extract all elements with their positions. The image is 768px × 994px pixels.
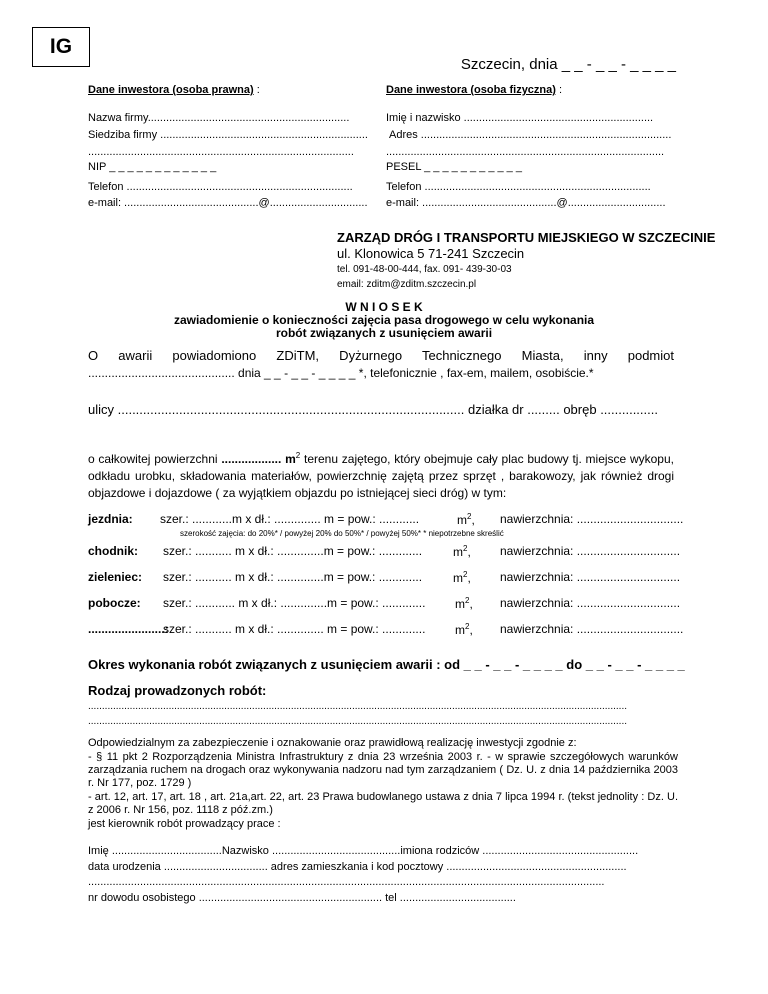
nip-field[interactable]: NIP _ _ _ _ _ _ _ _ _ _ _ _ [88,161,217,173]
row-surface-chodnik[interactable]: nawierzchnia: ............................... [500,544,681,558]
row-surface-pobocze[interactable]: nawierzchnia: ............................... [500,596,681,610]
area-rest: terenu zajętego, który obejmuje cały plac budowy tj. miejsce wykopu, odkładu urobku, składowania materiałów, powierzchnię zajętą przez sprzęt , barakowozy, jak również drogi objazdowe i dojazdowe ( za wyjątkiem objazdu po istniejącej sieci dróg) w tym: [88,452,674,500]
area-dots[interactable]: .................. m [217,452,296,466]
legal-entity-heading [88,84,260,96]
responsibility-item-2: - art. 12, art. 17, art. 18 , art. 21a,art. 22, art. 23 Prawa budowlanego ustawa z dnia 7 lipca 1994 r. (tekst jednolity : Dz. U. z 2006 r. Nr 156, poz. 1118 z póź.zm.) [88,791,678,816]
legal-entity-heading-text: Dane inwestora (osoba prawna) [88,84,254,96]
responsibility-item-1: - § 11 pkt 2 Rozporządzenia Ministra Infrastruktury z dnia 23 września 2003 r. - w sprawie szczegółowych warunków zarządzania ruchem na drogach oraz wykonywania nadzoru nad tym zarządzaniem ( Dz. U. z dnia 14 października 2003 r. Nr 177, poz. 1729 ) [88,751,678,789]
notice-line-1: O awarii powiadomiono ZDiTM, Dyżurnego Technicznego Miasta, inny podmiot [88,348,674,363]
person-address-field-cont[interactable]: ........................................................................................... [386,146,665,158]
row-surface-jezdnia[interactable]: nawierzchnia: ................................ [500,512,684,526]
row-unit-pobocze: $m^2$, [455,596,473,611]
addressee-email: email: zditm@zditm.szczecin.pl [337,279,477,290]
form-title: W N I O S E K [345,300,423,314]
form-subtitle-1: zawiadomienie o konieczności zajęcia pasa drogowego w celu wykonania [173,313,595,327]
person-name-field[interactable]: Imię i nazwisko .............................................................. [386,112,654,124]
row-unit-chodnik: $m^2$, [453,544,471,559]
notice-line-2[interactable]: ............................................ dnia _ _ - _ _ - _ _ _ _ *, telefonicznie , fax-em, mailem, osobiście.* [88,366,594,380]
manager-name-field[interactable]: Imię ....................................Nazwisko ..........................................imiona rodziców ................................................... [88,845,639,857]
manager-birth-address-field[interactable]: data urodzenia .................................. adres zamieszkania i kod pocztowy ........................................................... [88,861,627,873]
row-dims-chodnik[interactable]: szer.: ........... m x dł.: ..............m = pow.: ............. [163,544,423,558]
works-type-line-1[interactable]: .................................................................................................................................................................................................. [88,701,627,712]
row-surface-zieleniec[interactable]: nawierzchnia: ............................... [500,570,681,584]
location-field[interactable]: ulicy ................................................................................................ działka dr ......... obręb ................ [88,402,658,417]
works-type-heading: Rodzaj prowadzonych robót: [88,683,267,698]
row-dims-jezdnia[interactable]: szer.: ............m x dł.: .............. m = pow.: ............ [160,512,420,526]
company-seat-field[interactable]: Siedziba firmy .................................................................... [88,129,368,141]
natural-person-heading-suffix: : [555,84,563,96]
person-phone-field[interactable]: Telefon .......................................................................... [386,181,651,193]
form-code-badge: IG [32,27,90,67]
area-unit-sup: 2 [295,451,301,460]
person-address-field[interactable]: Adres .................................................................................. [389,129,672,141]
row-unit-jezdnia: $m^2$, [457,512,475,527]
area-paragraph [88,447,674,502]
company-phone-field[interactable]: Telefon .......................................................................... [88,181,353,193]
row-surface-other[interactable]: nawierzchnia: ................................ [500,622,684,636]
person-email-field[interactable]: e-mail: ............................................@................................ [386,197,666,209]
row-dims-zieleniec[interactable]: szer.: ........... m x dł.: ..............m = pow.: ............. [163,570,423,584]
pesel-field[interactable]: PESEL _ _ _ _ _ _ _ _ _ _ _ [386,161,522,173]
company-seat-field-cont[interactable]: ....................................................................................... [88,146,354,158]
natural-person-heading [386,84,562,96]
area-prefix: o całkowitej powierzchni [88,452,218,466]
works-type-line-2[interactable]: .................................................................................................................................................................................................. [88,716,627,727]
addressee-phone: tel. 091-48-00-444, fax. 091- 439-30-03 [337,264,512,275]
company-email-field[interactable]: e-mail: ............................................@................................ [88,197,368,209]
legal-entity-heading-suffix: : [253,84,260,96]
row-unit-other: $m^2$, [455,622,473,637]
manager-address-cont-field[interactable]: ......................................................................................................................................................................... [88,876,605,888]
works-period[interactable]: Okres wykonania robót związanych z usunięciem awarii : od _ _ - _ _ - _ _ _ _ do _ _ - _ _ - _ _ _ _ [88,657,685,672]
manager-id-phone-field[interactable]: nr dowodu osobistego ............................................................ tel ...................................... [88,892,516,904]
responsibility-outro: jest kierownik robót prowadzący prace : [88,818,281,830]
row-unit-zieleniec: $m^2$, [453,570,471,585]
addressee-street: ul. Klonowica 5 71-241 Szczecin [337,246,525,261]
company-name-field[interactable]: Nazwa firmy.................................................................. [88,112,350,124]
form-subtitle-2: robót związanych z usunięciem awarii [275,326,493,340]
row-label-pobocze: pobocze: [88,596,141,610]
occupancy-note: szerokość zajęcia: do 20%* / powyżej 20% do 50%* / powyżej 50%* * niepotrzebne skreślić [180,529,504,538]
row-label-chodnik: chodnik: [88,544,138,558]
addressee-name: ZARZĄD DRÓG I TRANSPORTU MIEJSKIEGO W SZCZECINIE [337,230,716,245]
responsibility-intro: Odpowiedzialnym za zabezpieczenie i oznakowanie oraz prawidłową realizację inwestycji zgodnie z: [88,737,577,749]
place-date: Szczecin, dnia _ _ - _ _ - _ _ _ _ [460,56,676,73]
row-label-other[interactable]: .......................: [88,622,169,636]
row-dims-pobocze[interactable]: szer.: ............ m x dł.: ..............m = pow.: ............. [163,596,426,610]
natural-person-heading-text: Dane inwestora (osoba fizyczna) [386,84,556,96]
row-dims-other[interactable]: szer.: ........... m x dł.: .............. m = pow.: ............. [163,622,426,636]
row-label-jezdnia: jezdnia: [88,512,133,526]
row-label-zieleniec: zieleniec: [88,570,143,584]
